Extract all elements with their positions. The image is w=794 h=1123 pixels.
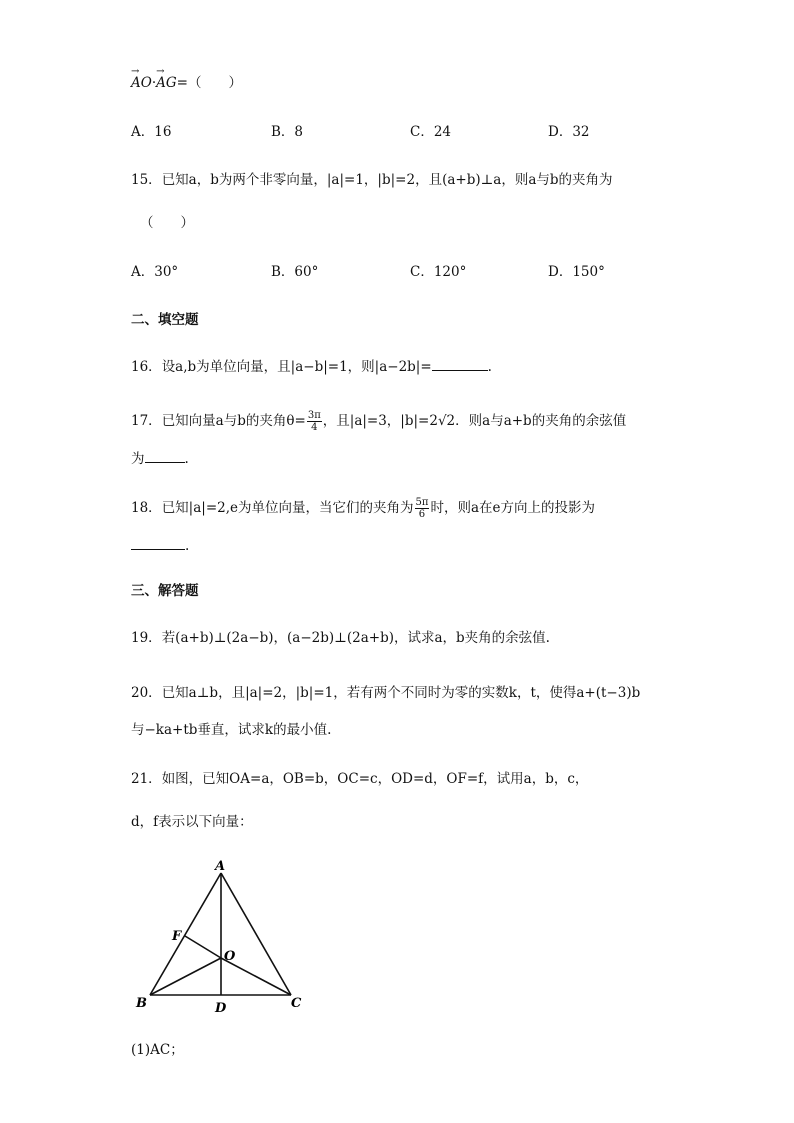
q18-number: 18． <box>131 500 162 516</box>
q19 <box>131 628 550 648</box>
q15-option-d: D．150° <box>548 264 605 280</box>
q18-answer-blank[interactable] <box>131 535 185 550</box>
q17-frac-den: 4 <box>311 422 318 433</box>
q16 <box>131 356 492 377</box>
q18-frac-num: 5π <box>415 497 429 508</box>
q15-line2: （ ） <box>140 215 194 231</box>
q15-option-b: B．60° <box>271 264 319 280</box>
q18-fraction <box>415 497 430 520</box>
q20-line2: 与−ka+tb垂直，试求k的最小值. <box>131 722 332 738</box>
label-c: C <box>291 996 302 1011</box>
q21-line2: d，f表示以下向量： <box>131 814 253 830</box>
q18-line2 <box>131 535 189 556</box>
q16-number: 16． <box>131 359 162 375</box>
q17-line2 <box>131 448 189 469</box>
section-heading-solutions: 三、解答题 <box>131 583 199 599</box>
q17-fraction <box>307 410 322 433</box>
q17-line2-text: 为 <box>131 451 145 467</box>
q20-number: 20． <box>131 685 162 701</box>
label-b: B <box>136 996 147 1011</box>
vector-ag: → AG <box>156 73 177 93</box>
q17-end: . <box>184 451 189 467</box>
label-d: D <box>215 1001 227 1016</box>
q14-tail <box>131 73 242 93</box>
q17-number: 17． <box>131 413 162 429</box>
section-heading-fill-in: 二、填空题 <box>131 312 199 328</box>
q14-suffix: =（ ） <box>176 75 242 91</box>
q18-text-b: 时，则a在e方向上的投影为 <box>430 500 595 516</box>
q15-text: 已知a，b为两个非零向量，|a|=1，|b|=2，且(a+b)⊥a，则a与b的夹角为 <box>161 172 613 188</box>
q18-line1 <box>131 497 595 520</box>
dot-operator: · <box>151 75 157 91</box>
label-a: A <box>215 859 226 874</box>
q17-line1 <box>131 410 626 433</box>
q14-option-c: C．24 <box>410 124 452 140</box>
q21-text: 如图，已知OA=a，OB=b，OC=c，OD=d，OF=f，试用a，b，c， <box>161 771 589 787</box>
q14-option-a: A．16 <box>131 124 172 140</box>
q15-line1 <box>131 170 613 190</box>
triangle-figure <box>130 850 320 1020</box>
q21-number: 21． <box>131 771 162 787</box>
q17-text-b: ，且|a|=3，|b|=2√2．则a与a+b的夹角的余弦值 <box>322 413 627 429</box>
q19-number: 19． <box>131 630 162 646</box>
q20-text: 已知a⊥b，且|a|=2，|b|=1，若有两个不同时为零的实数k，t，使得a+(t−3)b <box>161 685 641 701</box>
q15-option-a: A．30° <box>131 264 179 280</box>
segment-fo <box>185 936 221 958</box>
q17-text-a: 已知向量a与b的夹角θ= <box>161 413 306 429</box>
q16-end: . <box>487 359 492 375</box>
q18-frac-den: 6 <box>418 509 426 520</box>
q15-option-c: C．120° <box>410 264 467 280</box>
q21-sub1: (1)AC； <box>131 1042 184 1058</box>
q17-answer-blank[interactable] <box>145 448 185 463</box>
q18-end: . <box>185 538 190 554</box>
q21-line1 <box>131 769 588 789</box>
q15-number: 15． <box>131 172 162 188</box>
q18-text-a: 已知|a|=2,e为单位向量，当它们的夹角为 <box>161 500 414 516</box>
q16-answer-blank[interactable] <box>432 356 488 371</box>
q14-option-d: D．32 <box>548 124 590 140</box>
vector-ao: → AO <box>131 73 152 93</box>
label-f: F <box>172 929 182 944</box>
q20-line1 <box>131 683 640 703</box>
label-o: O <box>224 949 236 964</box>
q17-frac-num: 3π <box>307 410 321 421</box>
q19-text: 若(a+b)⊥(2a−b)，(a−2b)⊥(2a+b)，试求a，b夹角的余弦值. <box>161 630 550 646</box>
q14-option-b: B．8 <box>271 124 304 140</box>
q16-text: 设a,b为单位向量，且|a−b|=1，则|a−2b|= <box>161 359 432 375</box>
